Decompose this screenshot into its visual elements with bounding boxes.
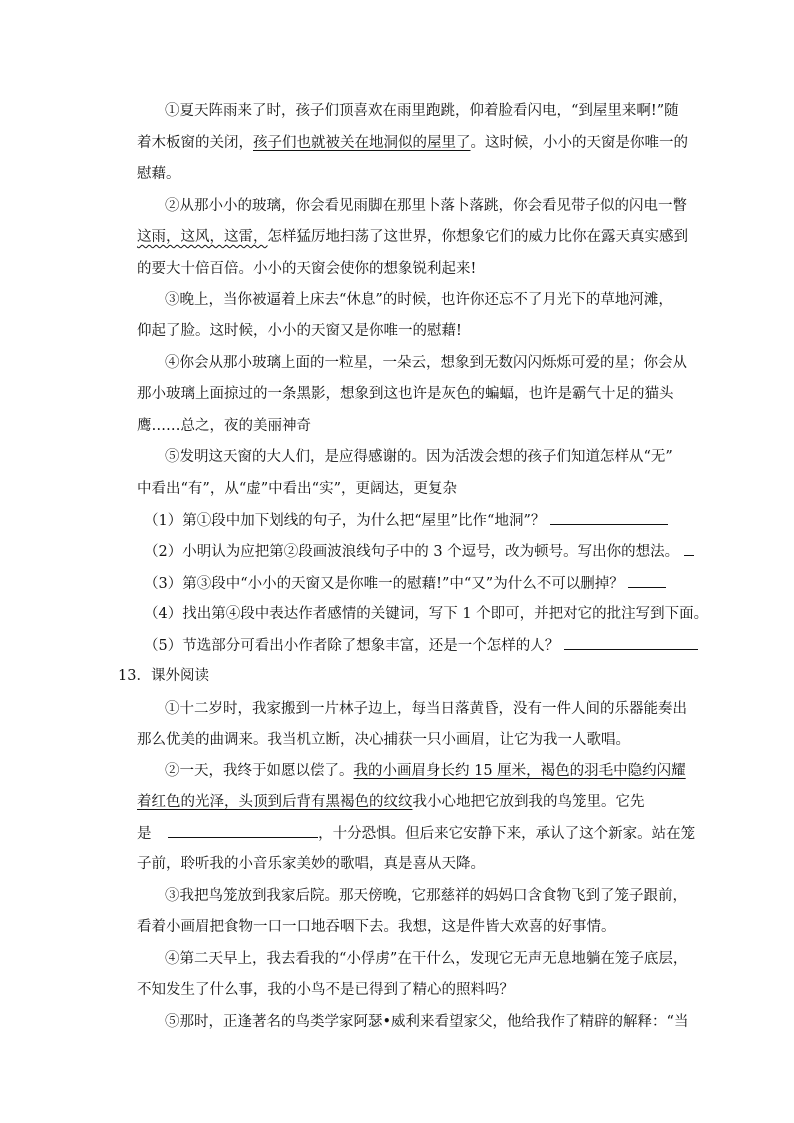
answer-blank-1[interactable] [550, 510, 668, 525]
s13-para1-line2: 那么优美的曲调来。我当机立断，决心捕获一只小画眉，让它为我一人歌唱。 [137, 732, 630, 748]
question-2 [144, 541, 694, 562]
para4-line3: 鹰……总之，夜的美丽神奇 [137, 418, 311, 434]
answer-blank-5[interactable] [564, 635, 698, 650]
para3-line1: ③晚上，当你被逼着上床去“休息”的时候，也许你还忘不了月光下的草地河滩， [165, 292, 673, 308]
para3-line2: 仰起了脸。这时候，小小的天窗又是你唯一的慰藉! [137, 323, 462, 339]
question-2-text: （2）小明认为应把第②段画波浪线句子中的 3 个逗号，改为顿号。写出你的想法。 [144, 544, 680, 560]
answer-blank-s13[interactable] [168, 823, 318, 838]
para1-line2-text-a: 着木板窗的关闭， [137, 135, 253, 151]
question-4 [144, 604, 708, 624]
question-5 [144, 635, 698, 656]
question-3 [144, 573, 666, 594]
section-13-heading: 13．课外阅读 [118, 668, 209, 684]
question-1 [144, 510, 668, 531]
para5-line1: ⑤发明这天窗的大人们，是应得感谢的。因为活泼会想的孩子们知道怎样从“无” [165, 449, 673, 465]
para4-line2: 那小玻璃上面掠过的一条黑影，想象到这也许是灰色的蝙蝠，也许是霸气十足的猫头 [137, 386, 674, 402]
s13-para1-line1: ①十二岁时，我家搬到一片林子边上，每当日落黄昏，没有一件人间的乐器能奏出 [165, 701, 687, 717]
para2-line2-text: 怎样猛厉地扫荡了这世界，你想象它们的威力比你在露天真实感到 [267, 229, 688, 245]
s13-para3-line2: 看着小画眉把食物一口一口地吞咽下去。我想，这是件皆大欢喜的好事情。 [137, 919, 616, 935]
para5-line2: 中看出“有”，从“虚”中看出“实”，更阔达，更复杂 [137, 481, 457, 497]
para2-line1: ②从那小小的玻璃，你会看见雨脚在那里卜落卜落跳，你会看见带子似的闪电一瞥 [165, 198, 687, 214]
para2-line3: 的要大十倍百倍。小小的天窗会使你的想象锐利起来! [137, 261, 477, 277]
s13-underlined-sentence-a: 我的小画眉身长约 15 厘米，褐色的羽毛中隐约闪耀 [353, 763, 686, 779]
wavy-underlined-phrase: 这雨，这风，这雷， [137, 229, 268, 245]
s13-para3-line1: ③我把鸟笼放到我家后院。那天傍晚，它那慈祥的妈妈口含食物飞到了笼子跟前， [165, 888, 687, 904]
answer-blank-2[interactable] [684, 541, 694, 556]
answer-blank-3[interactable] [628, 573, 666, 588]
question-1-text: （1）第①段中加下划线的句子，为什么把“屋里”比作“地洞”？ [144, 513, 546, 529]
para1-line2-text-b: 。这时候，小小的天窗是你唯一的 [470, 135, 688, 151]
s13-para2-line2-text: 我小心地把它放到我的鸟笼里。它先 [412, 794, 645, 810]
s13-para2-line3 [137, 823, 695, 844]
s13-para2-line4: 子前，聆听我的小音乐家美妙的歌唱，真是喜从天降。 [137, 856, 485, 872]
question-5-text: （5）节选部分可看出小作者除了想象丰富，还是一个怎样的人？ [144, 638, 560, 654]
question-3-text: （3）第③段中“小小的天窗又是你唯一的慰藉!”中“又”为什么不可以删掉？ [144, 576, 624, 592]
s13-underlined-sentence-b: 着红色的光泽，头顶到后背有黑褐色的纹纹 [137, 794, 413, 810]
para1-line3: 慰藉。 [137, 166, 181, 182]
s13-para5-line1: ⑤那时，正逢著名的鸟类学家阿瑟•威利来看望家父，他给我作了精辟的解释：“当 [165, 1014, 689, 1030]
question-4-text: （4）找出第④段中表达作者感情的关键词，写下 1 个即可，并把对它的批注写到下面。 [144, 606, 709, 622]
s13-para2-line1-text: ②一天，我终于如愿以偿了。 [165, 763, 354, 779]
s13-para4-line2: 不知发生了什么事，我的小鸟不是已得到了精心的照料吗？ [137, 982, 514, 998]
s13-para2-line3-text-b: ，十分恐惧。但后来它安静下来，承认了这个新家。站在笼 [318, 826, 696, 842]
para4-line1: ④你会从那小玻璃上面的一粒星，一朵云，想象到无数闪闪烁烁可爱的星；你会从 [165, 355, 687, 371]
para1-line1: ①夏天阵雨来了时，孩子们顶喜欢在雨里跑跳，仰着脸看闪电，“到屋里来啊!”随 [165, 103, 679, 119]
s13-para2-line2 [137, 792, 645, 812]
para2-line2 [137, 227, 688, 247]
underlined-sentence: 孩子们也就被关在地洞似的屋里了 [253, 135, 471, 151]
s13-para2-line1 [165, 761, 686, 781]
para1-line2 [137, 133, 688, 153]
s13-para2-line3-text-a: 是 [137, 826, 152, 842]
s13-para4-line1: ④第二天早上，我去看我的“小俘虏”在干什么，发现它无声无息地躺在笼子底层， [165, 951, 688, 967]
